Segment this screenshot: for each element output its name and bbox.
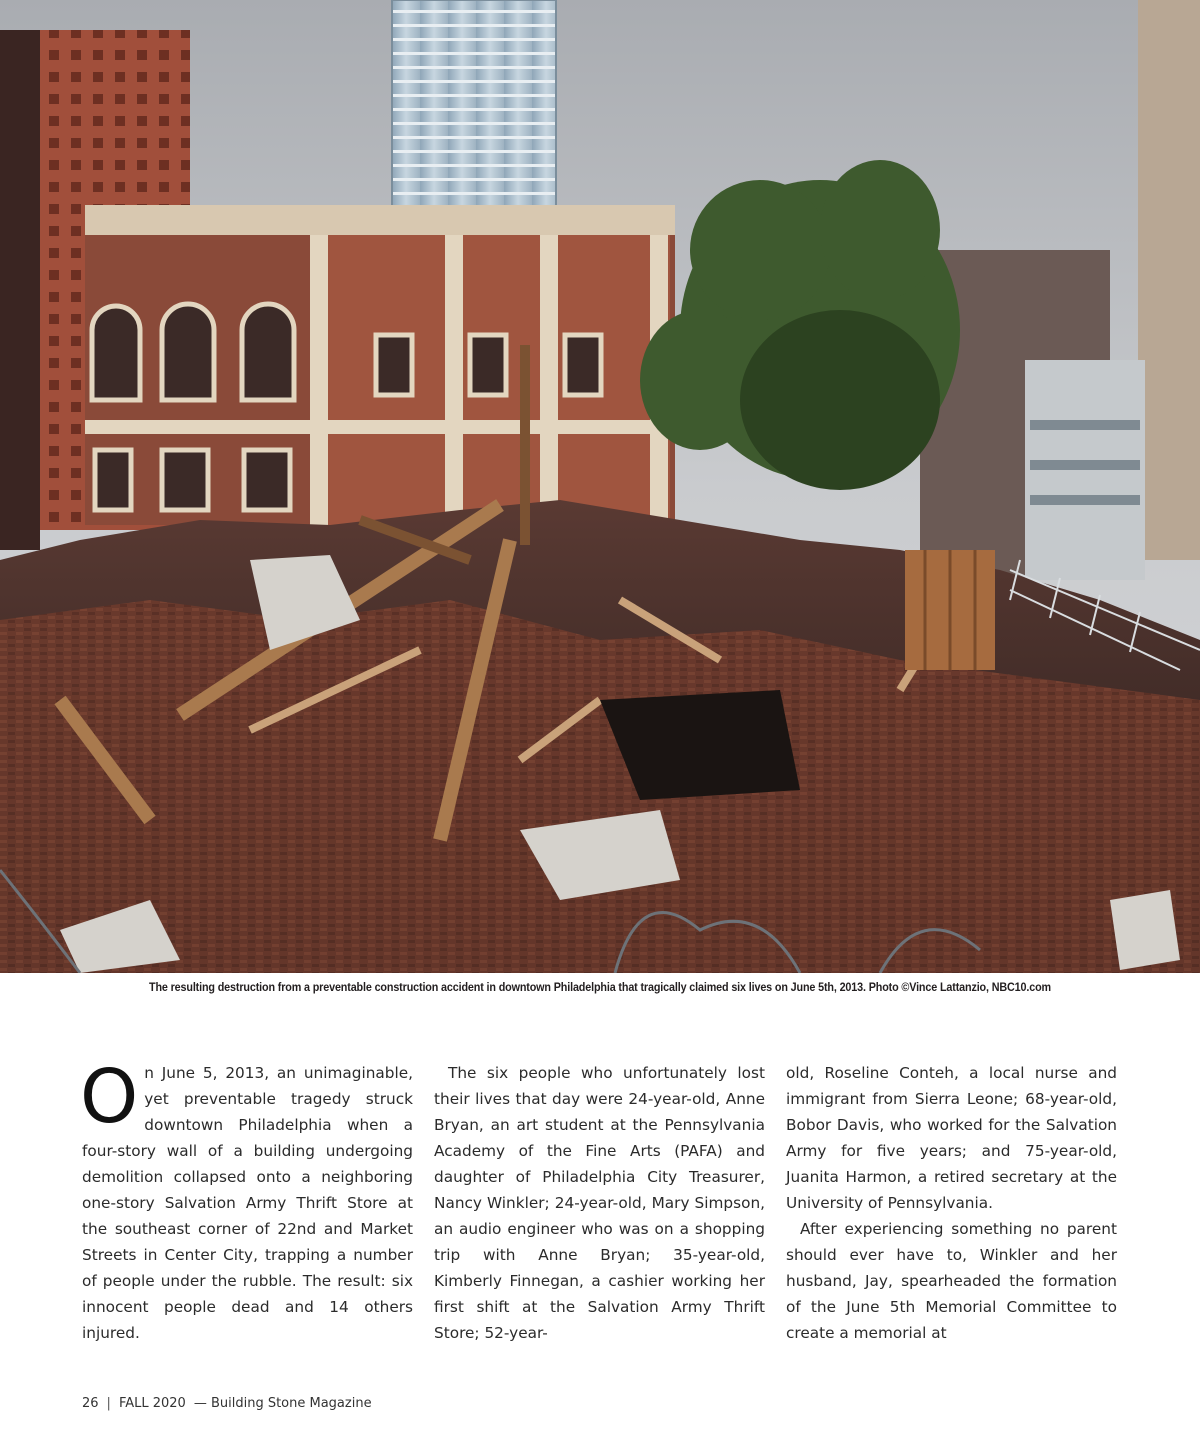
issue-label: FALL 2020 (118, 1396, 186, 1411)
article-column-1 (80, 1054, 413, 1346)
article-paragraph: After experiencing something no parent should ever have to, Winkler and her husband, Jay, spearheaded the formation of the June 5th Memorial Committee to create a memorial at (786, 1220, 1117, 1342)
magazine-name: — Building Stone Magazine (193, 1396, 372, 1411)
drop-cap: O (80, 1054, 139, 1140)
article-paragraph (80, 1054, 413, 1346)
page-number: 26 (82, 1396, 99, 1411)
footer-separator: | (106, 1396, 111, 1411)
article-paragraph: The six people who unfortunately lost their lives that day were 24-year-old, Anne Bryan, an art student at the Pennsylvania Academy of the Fine Arts (PAFA) and daughter of Philadelphia City Treasurer, Nancy Winkler; 24-year-old, Mary Simpson, an audio engineer who was on a shopping trip with Anne Bryan; 35-year-old, Kimberly Finnegan, a cashier working her first shift at the Salvation Army Thrift Store; 52-year- (434, 1064, 765, 1342)
paragraph-text: n June 5, 2013, an unimaginable, yet preventable tragedy struck downtown Philadelphia when a four-story wall of a building undergoing demolition collapsed onto a neighboring one-story Salvation Army Thrift Store at the southeast corner of 22nd and Market Streets in Center City, trapping a number of people under the rubble. The result: six innocent people dead and 14 others injured. (82, 1064, 413, 1342)
article-paragraph: old, Roseline Conteh, a local nurse and immigrant from Sierra Leone; 68-year-old, Bobor Davis, who worked for the Salvation Army for five years; and 75-year-old, Juanita Harmon, a retired secretary at the University of Pennsylvania. (786, 1064, 1117, 1212)
photo-caption: The resulting destruction from a preventable construction accident in downtown Philadelphia that tragically claimed six lives on June 5th, 2013. Photo ©Vince Lattanzio, NBC10.com (148, 981, 1051, 994)
page-footer (82, 1396, 372, 1411)
article-column-3 (786, 1060, 1117, 1346)
article-column-2 (434, 1060, 765, 1346)
